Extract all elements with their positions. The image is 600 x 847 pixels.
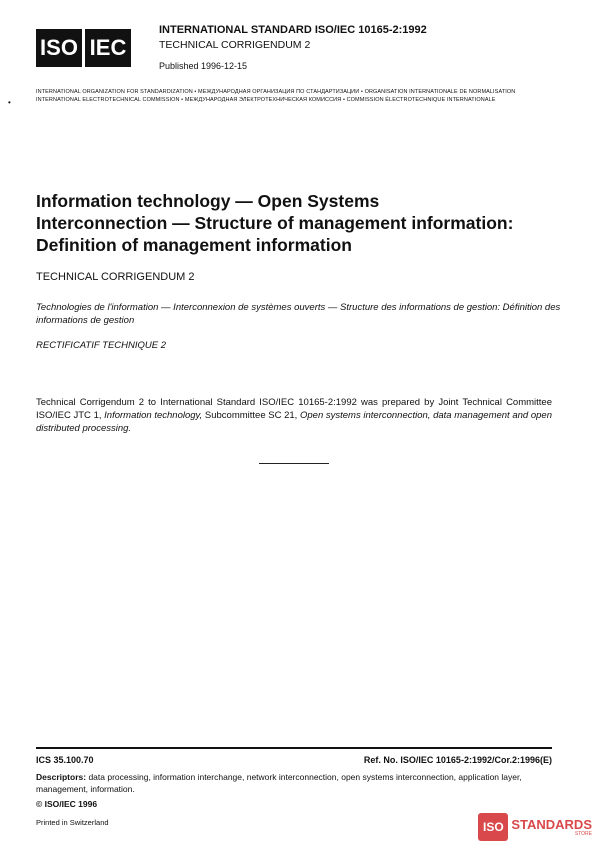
org-line-iso: INTERNATIONAL ORGANIZATION FOR STANDARDIZATION • МЕЖДУНАРОДНАЯ ОРГАНИЗАЦИЯ ПО СТАНДАРТИЗАЦИИ • ORGANISATION INTERNATIONALE DE NORMALISATION: [36, 89, 516, 95]
foreword-italic-2: Open systems interconnection, data management and open distributed processing.: [36, 410, 552, 434]
title-line-1: Information technology — Open Systems: [36, 191, 380, 211]
ics-code: ICS 35.100.70: [36, 755, 94, 765]
foreword-text-1: Technical Corrigendum 2 to International Standard ISO/IEC 10165-2:1992 was prepared by Joint Technical Committee ISO/IEC JTC 1,: [36, 397, 552, 421]
descriptors-list: data processing, information interchange, network interconnection, open systems interconnection, application layer, management, information.: [36, 772, 522, 794]
published-date: Published 1996-12-15: [159, 61, 248, 71]
foreword-paragraph: [36, 396, 552, 435]
french-title: Technologies de l'information — Interconnexion de systèmes ouverts — Structure des informations de gestion: Définition des informations de gestion: [36, 302, 561, 326]
foreword-italic-1: Information technology,: [104, 410, 203, 421]
watermark-store: STORE: [574, 830, 592, 837]
corrigendum-label: TECHNICAL CORRIGENDUM 2: [159, 39, 311, 51]
copyright: © ISO/IEC 1996: [36, 799, 98, 809]
section-divider: [259, 463, 329, 464]
printed-location: Printed in Switzerland: [36, 818, 109, 827]
foreword-text-2: Subcommittee SC 21,: [202, 410, 300, 421]
org-line-iec: INTERNATIONAL ELECTROTECHNICAL COMMISSION • МЕЖДУНАРОДНАЯ ЭЛЕКТРОТЕХНИЧЕСКАЯ КОМИССИЯ • COMMISSION ÉLECTROTECHNIQUE INTERNATIONALE: [36, 97, 496, 103]
iso-iec-logo: [36, 29, 131, 67]
document-title: [36, 190, 566, 256]
reference-number: Ref. No. ISO/IEC 10165-2:1992/Cor.2:1996(E): [363, 755, 552, 765]
watermark-text-block: [511, 818, 592, 837]
document-subtitle: TECHNICAL CORRIGENDUM 2: [36, 271, 195, 283]
margin-bullet: •: [8, 98, 11, 107]
footer-divider: [36, 747, 552, 749]
iso-logo: ISO: [36, 29, 82, 67]
title-line-2: Interconnection — Structure of management information:: [36, 213, 514, 233]
iec-logo: IEC: [85, 29, 131, 67]
descriptors-label: Descriptors:: [36, 772, 87, 782]
descriptors: [36, 771, 556, 795]
watermark-text: STANDARDS: [511, 816, 592, 832]
french-subtitle: RECTIFICATIF TECHNIQUE 2: [36, 340, 167, 351]
title-line-3: Definition of management information: [36, 235, 352, 255]
standards-store-watermark: [478, 812, 592, 842]
standard-number: INTERNATIONAL STANDARD ISO/IEC 10165-2:1992: [159, 24, 427, 36]
watermark-iso-icon: ISO: [478, 813, 508, 841]
